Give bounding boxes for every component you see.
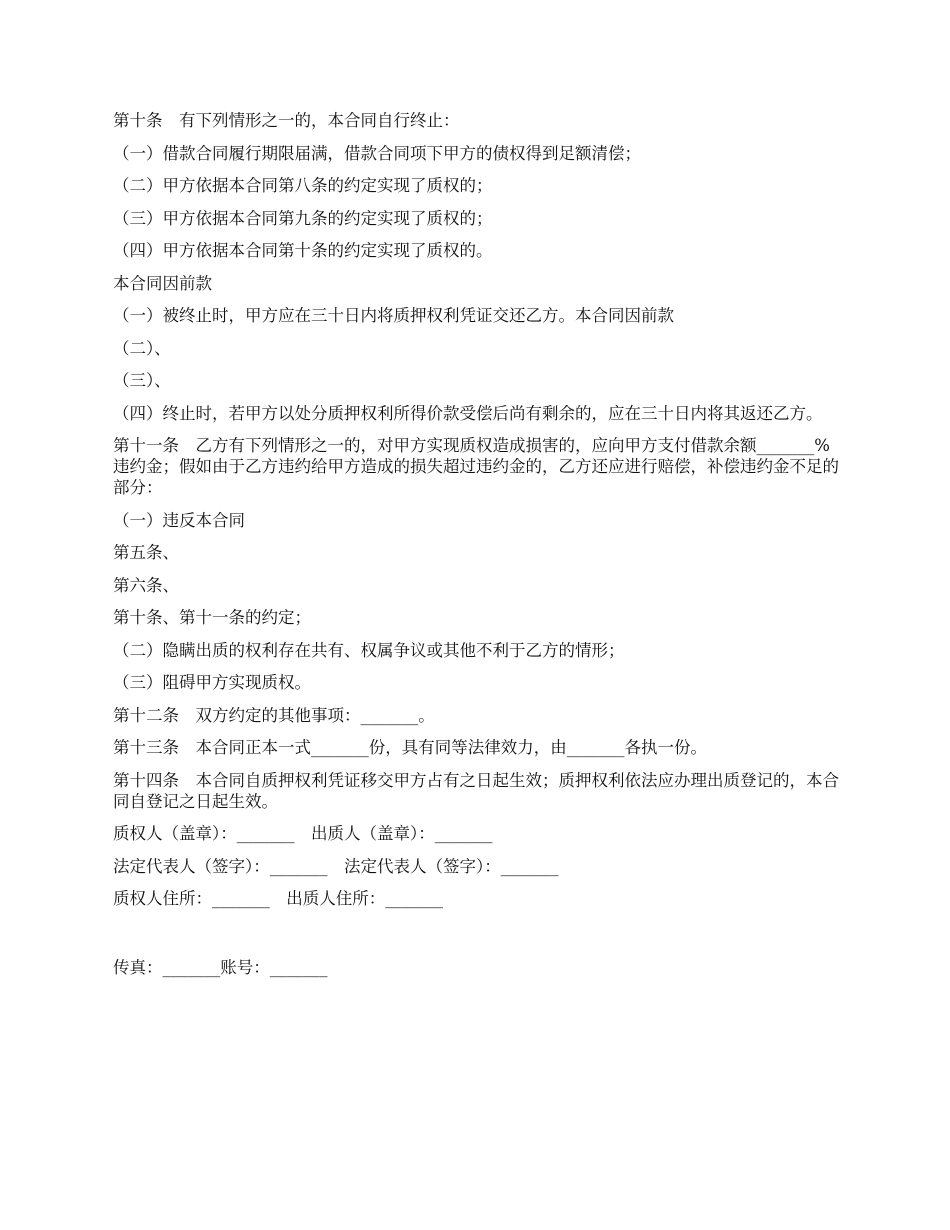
clause-13-text: 第十三条 本合同正本一式_______份，具有同等法律效力，由_______各执一份。: [113, 738, 707, 757]
clause-10-item-2: （二）甲方依据本合同第八条的约定实现了质权的；: [113, 176, 493, 195]
clause-11-item-1-part-3: 第六条、: [113, 575, 179, 595]
termination-text-4: （三）、: [113, 371, 171, 390]
clause-10-heading: 第十条 有下列情形之一的，本合同自行终止：: [113, 111, 460, 130]
termination-text-3: （二）、: [113, 338, 171, 358]
clause-11-item-1-part-4: 第十条、第十一条的约定；: [113, 608, 311, 627]
termination-text-1: 本合同因前款: [113, 273, 212, 293]
clause-11-item-1: （一）违反本合同: [113, 510, 245, 530]
fax-account-row: 传真：_______账号：_______: [113, 957, 328, 977]
clause-11-item-3: （三）阻碍甲方实现质权。: [113, 673, 311, 692]
document-page: [113, 110, 841, 989]
termination-text-2: （一）被终止时，甲方应在三十日内将质押权利凭证交还乙方。本合同因前款: [113, 306, 674, 325]
clause-10-item-1: （一）借款合同履行期限届满，借款合同项下甲方的债权得到足额清偿；: [113, 143, 641, 163]
clause-10-item-3: （三）甲方依据本合同第九条的约定实现了质权的；: [113, 208, 493, 228]
clause-11-text: 第十一条 乙方有下列情形之一的，对甲方实现质权造成损害的，应向甲方支付借款余额_______%违约金；假如由于乙方违约给甲方造成的损失超过违约金的，乙方还应进行赔偿，补偿违约金不足的部分：: [113, 436, 839, 497]
signature-address-row: 质权人住所：_______ 出质人住所：_______: [113, 889, 443, 908]
clause-12-text: 第十二条 双方约定的其他事项：_______。: [113, 705, 435, 725]
signature-representative-row: 法定代表人（签字）：_______ 法定代表人（签字）：_______: [113, 856, 559, 876]
signature-seal-row: 质权人（盖章）：_______ 出质人（盖章）：_______: [113, 824, 493, 843]
clause-11-item-2: （二）隐瞒出质的权利存在共有、权属争议或其他不利于乙方的情形；: [113, 640, 625, 660]
clause-10-item-4: （四）甲方依据本合同第十条的约定实现了质权的。: [113, 241, 493, 260]
termination-text-5: （四）终止时，若甲方以处分质押权利所得价款受偿后尚有剩余的，应在三十日内将其返还乙方。: [113, 403, 823, 423]
blank-spacer: [113, 921, 841, 957]
clause-11-item-1-part-2: 第五条、: [113, 543, 179, 562]
clause-14-text: 第十四条 本合同自质押权利凭证移交甲方占有之日起生效；质押权利依法应办理出质登记的，本合同自登记之日起生效。: [113, 770, 839, 811]
